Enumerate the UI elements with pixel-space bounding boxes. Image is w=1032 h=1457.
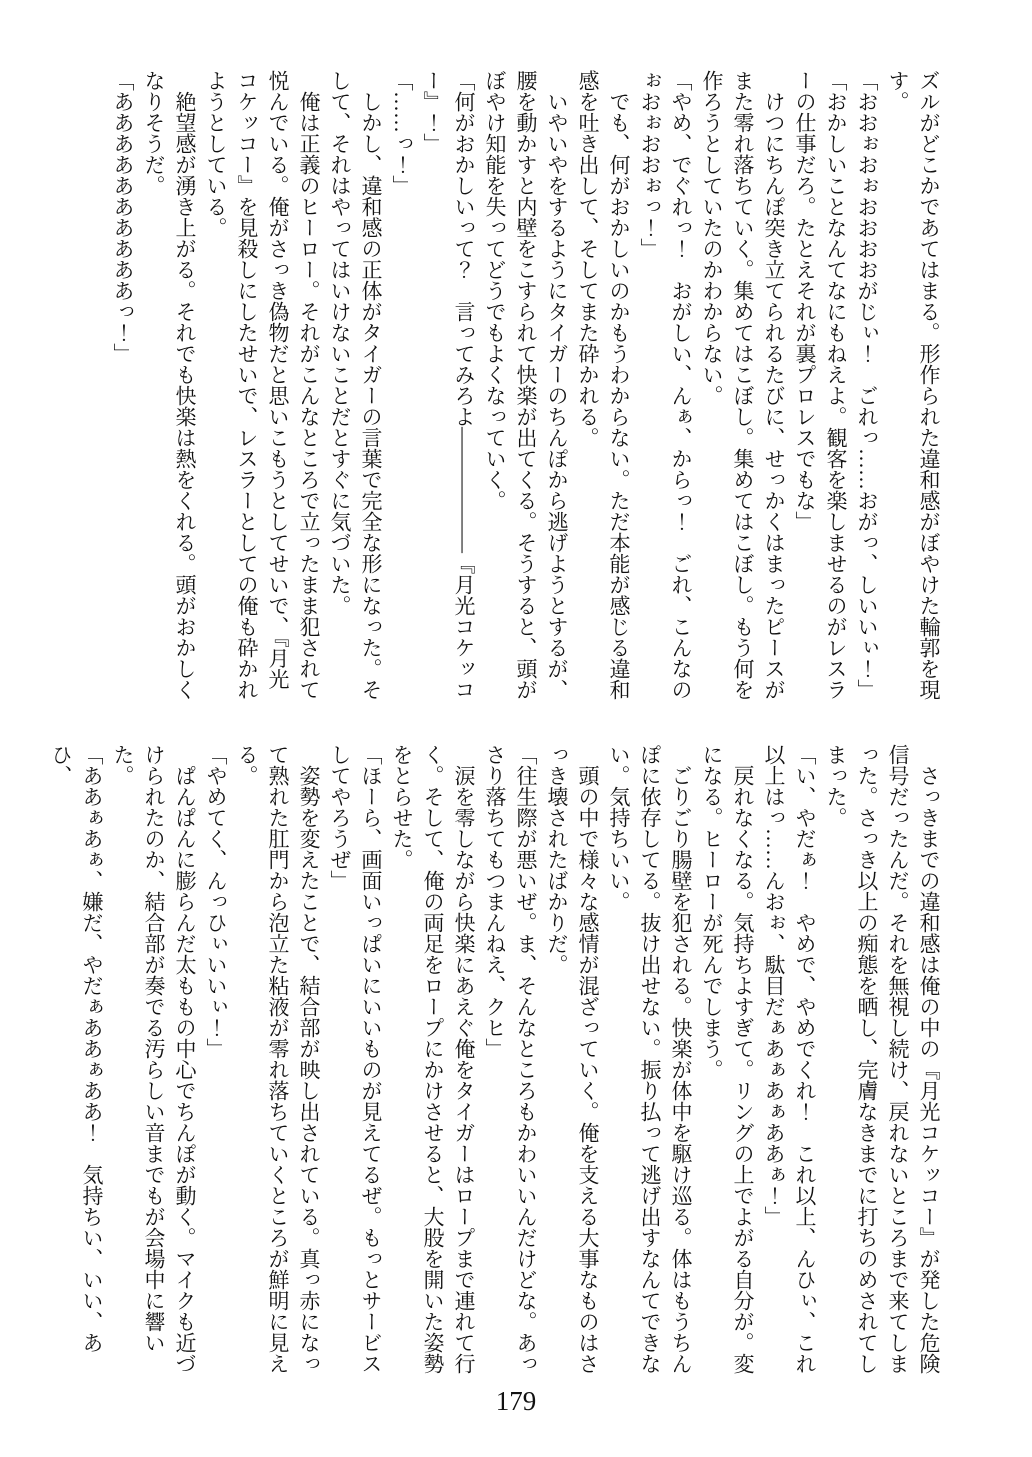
paragraph: 「ほーら、画面いっぱいにいいものが見えてるぜ。もっとサービスしてやろうぜ」 — [328, 744, 383, 1374]
paragraph: 「やめてく、んっひぃいいぃ！」 — [204, 744, 228, 1059]
page-number: 179 — [495, 1386, 537, 1416]
paragraph: でも、何がおかしいのかもうわからない。ただ本能が感じる違和感を吐き出して、そしてまた砕かれる。 — [576, 70, 631, 700]
paragraph: 絶望感が湧き上がる。それでも快楽は熱をくれる。頭がおかしくなりそうだ。 — [142, 70, 197, 700]
paragraph: 涙を零しながら快楽にあえぐ俺をタイガーはロープまで連れて行く。そして、俺の両足をロープにかけさせると、大股を開いた姿勢をとらせた。 — [390, 744, 476, 1374]
paragraph: 俺は正義のヒーロー。それがこんなところで立ったまま犯されて悦んでいる。俺がさっき偽物だと思いこもうとしてせいで、『月光コケッコー』を見殺しにしたせいで、レスラーとしての俺も砕かれようとしている。 — [204, 70, 321, 700]
paragraph: ごりごり腸壁を犯される。快楽が体中を駆け巡る。体はもうちんぽに依存してる。抜け出せない。振り払って逃げ出すなんてできない。気持ちいい。 — [607, 744, 693, 1374]
paragraph: さっきまでの違和感は俺の中の『月光コケッコー』が発した危険信号だったんだ。それを無視し続け、戻れないところまで来てしまった。さっき以上の痴態を晒し、完膚なきまでに打ちのめされてしまった。 — [824, 744, 941, 1374]
paragraph: 頭の中で様々な感情が混ざっていく。俺を支える大事なものはさっき壊されたばかりだ。 — [545, 744, 600, 1374]
top-text-block — [86, 70, 944, 702]
paragraph: 「やめ、でぐれっ！ おがしい、んぁ、からっ！ ごれ、こんなのぉおぉおおぉっ！」 — [638, 70, 693, 700]
paragraph: 「ああああああああああっ！」 — [111, 70, 135, 364]
paragraph: ぱんぱんに膨らんだ太ももの中心でちんぽが動く。マイクも近づけられたのか、結合部が奏でる汚らしい音までもが会場中に響いた。 — [111, 744, 197, 1374]
bottom-text-block — [49, 744, 944, 1376]
paragraph: 「……っ！」 — [390, 70, 414, 196]
paragraph: しかし、違和感の正体がタイガーの言葉で完全な形になった。そして、それはやってはいけないことだとすぐに気づいた。 — [328, 70, 383, 700]
paragraph: 姿勢を変えたことで、結合部が映し出されている。真っ赤になって熟れた肛門から泡立た粘液が零れ落ちていくところが鮮明に見える。 — [235, 744, 321, 1374]
paragraph: いやいやをするようにタイガーのちんぽから逃げようとするが、腰を動かすと内壁をこすられて快楽が出てくる。そうすると、頭がぼやけ知能を失ってどうでもよくなっていく。 — [483, 70, 569, 700]
paragraph: 戻れなくなる。気持ちよすぎて。リングの上でよがる自分が。変になる。ヒーローが死んでしまう。 — [700, 744, 755, 1374]
paragraph: 「おかしいことなんてなにもねえよ。観客を楽しませるのがレスラーの仕事だろ。たとえそれが裏プロレスでもな」 — [793, 70, 848, 700]
paragraph: 「い、やだぁ！ やめで、やめでくれ！ これ以上、んひぃ、これ以上はっ……んおぉ、駄目だぁあぁあぁああぁ！」 — [762, 744, 817, 1374]
paragraph: けつにちんぽ突き立てられるたびに、せっかくはまったピースがまた零れ落ちていく。集めてはこぼし。集めてはこぼし。もう何を作ろうとしていたのかわからない。 — [700, 70, 786, 700]
paragraph: 「何がおかしいって？ 言ってみろよ――――――『月光コケッコー』！」 — [421, 70, 476, 700]
paragraph: ズルがどこかであてはまる。形作られた違和感がぼやけた輪郭を現す。 — [886, 70, 941, 700]
paragraph: 「往生際が悪いぜ。ま、そんなところもかわいいんだけどな。あっさり落ちてもつまんねえ、クヒ」 — [483, 744, 538, 1374]
paragraph: 「ああぁあぁ、嫌だ、やだぁああぁああ！ 気持ちい、いい、あひ、 — [49, 744, 104, 1353]
paragraph: 「おおぉおぉおおおおがじぃ！ ごれっ……おがっ、しいいぃ！」 — [855, 70, 879, 700]
